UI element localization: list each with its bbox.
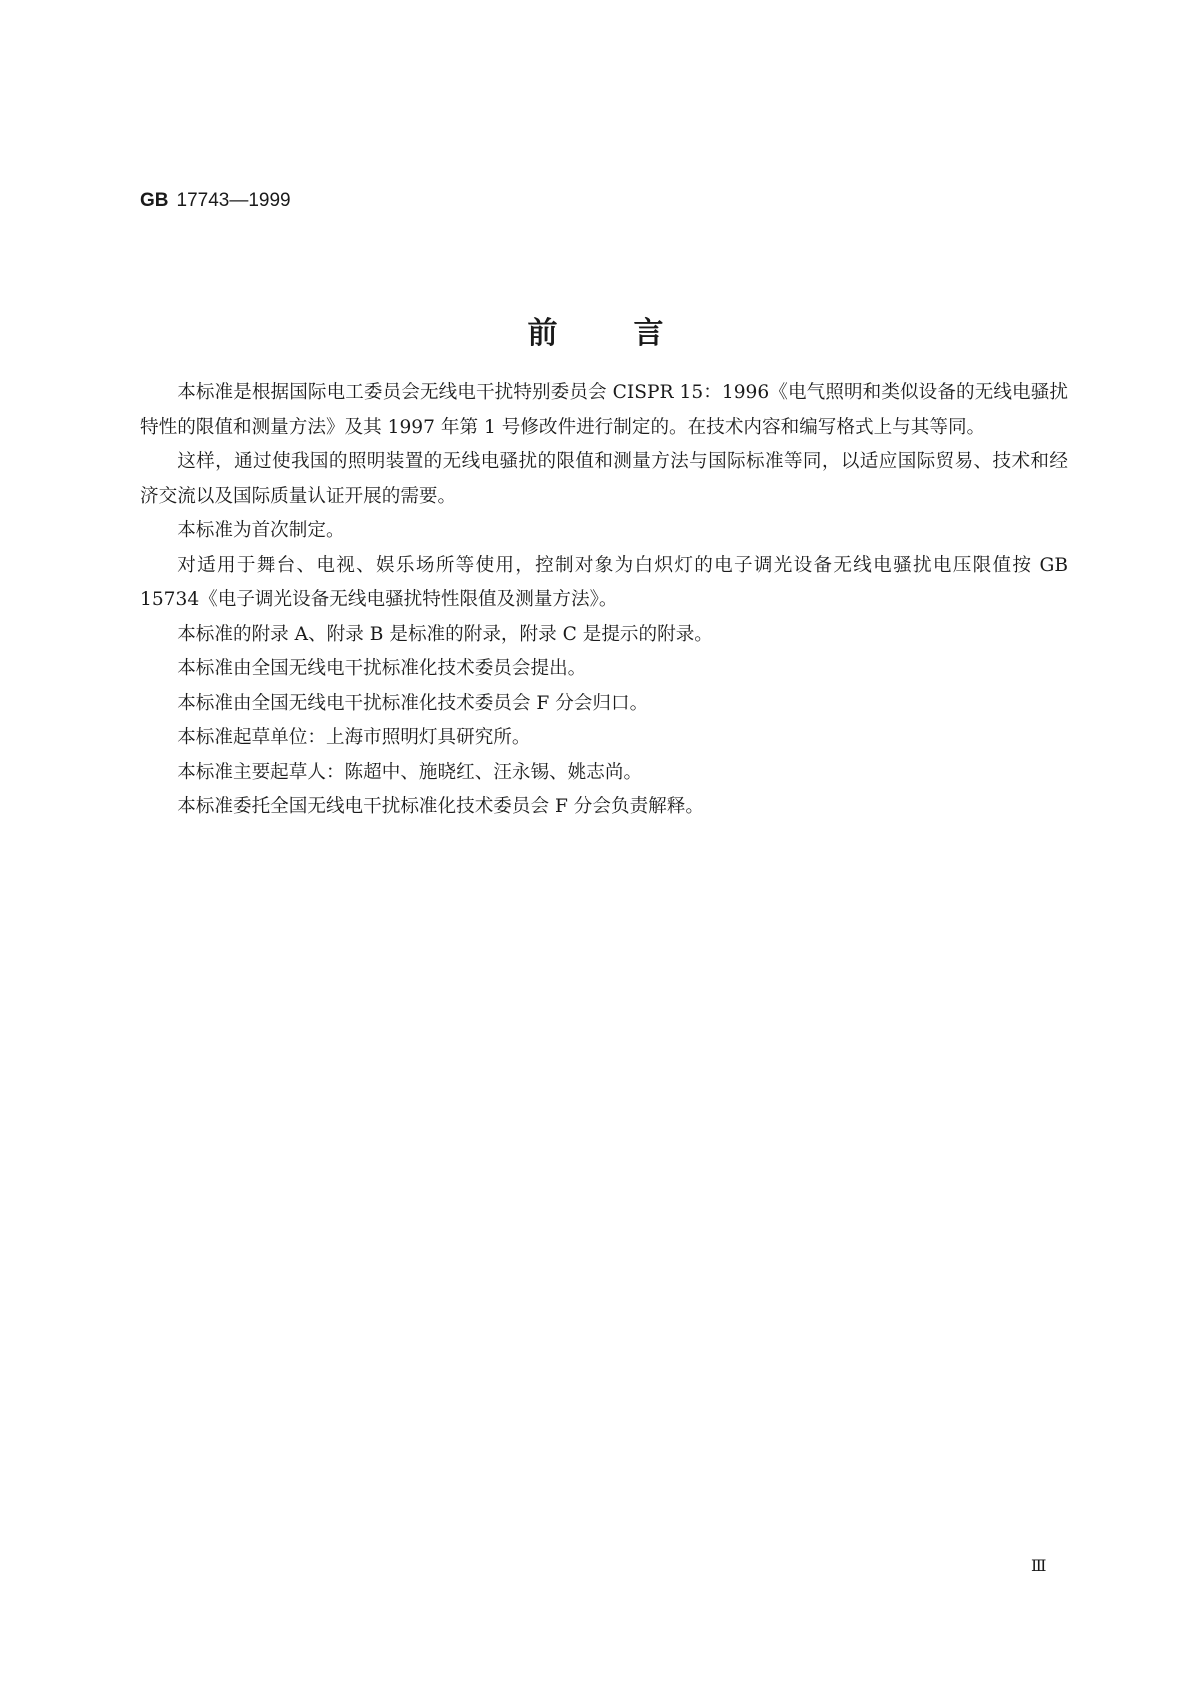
- paragraph: 本标准起草单位：上海市照明灯具研究所。: [177, 727, 531, 748]
- foreword-body: [140, 376, 1068, 825]
- paragraph: 本标准委托全国无线电干扰标准化技术委员会 F 分会负责解释。: [177, 796, 704, 817]
- standard-code: [140, 190, 291, 212]
- page-number: Ⅲ: [1031, 1556, 1047, 1575]
- paragraph: 本标准主要起草人：陈超中、施晓红、汪永锡、姚志尚。: [177, 761, 643, 783]
- paragraph: 本标准是根据国际电工委员会无线电干扰特别委员会 CISPR 15：1996《电气照明和类似设备的无线电骚扰特性的限值和测量方法》及其 1997 年第 1 号修改件进行制定的。在技术内容和编写格式上与其等同。: [140, 382, 1068, 438]
- standard-prefix: GB: [140, 190, 169, 211]
- paragraph: 本标准由全国无线电干扰标准化技术委员会 F 分会归口。: [177, 692, 649, 714]
- paragraph: 本标准由全国无线电干扰标准化技术委员会提出。: [177, 658, 587, 679]
- paragraph: 本标准为首次制定。: [177, 520, 345, 541]
- paragraph: 本标准的附录 A、附录 B 是标准的附录，附录 C 是提示的附录。: [177, 623, 713, 645]
- page-title: 前言: [527, 316, 740, 351]
- paragraph: 这样，通过使我国的照明装置的无线电骚扰的限值和测量方法与国际标准等同，以适应国际贸易、技术和经济交流以及国际质量认证开展的需要。: [140, 451, 1068, 507]
- standard-number: 17743—1999: [176, 190, 291, 211]
- paragraph: 对适用于舞台、电视、娱乐场所等使用，控制对象为白炽灯的电子调光设备无线电骚扰电压限值按 GB 15734《电子调光设备无线电骚扰特性限值及测量方法》。: [140, 554, 1068, 610]
